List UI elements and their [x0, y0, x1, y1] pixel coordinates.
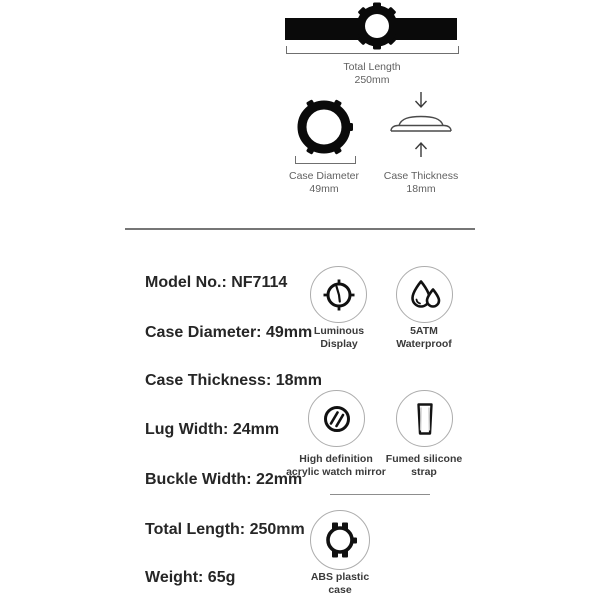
spec-weight: Weight: 65g [145, 569, 236, 586]
water-drops-icon [407, 277, 443, 313]
case-thickness-label: Case Thickness 18mm [383, 170, 459, 195]
feature-label-abs-case: ABS plastic case [310, 571, 370, 596]
feature-abs-case [310, 510, 370, 570]
spec-case-thickness: Case Thickness: 18mm [145, 372, 322, 389]
total-length-measure-bracket [286, 46, 459, 54]
spec-buckle-width: Buckle Width: 22mm [145, 471, 303, 488]
arrow-up-icon [413, 136, 429, 158]
watch-case-front-illustration [295, 97, 355, 161]
spec-lug-width: Lug Width: 24mm [145, 421, 280, 438]
feature-label-luminous-display: Luminous Display [313, 325, 365, 350]
case-diameter-label: Case Diameter 49mm [288, 170, 360, 195]
feature-label-silicone-strap: Fumed silicone strap [385, 453, 463, 478]
watch-head [354, 3, 401, 50]
feature-waterproof [396, 266, 453, 323]
spec-case-diameter: Case Diameter: 49mm [145, 324, 313, 341]
watch-top-view-illustration [283, 2, 459, 50]
feature-luminous-display [310, 266, 367, 323]
watch-mirror-icon [319, 401, 355, 437]
spec-model-no: Model No.: NF7114 [145, 274, 288, 291]
feature-label-waterproof: 5ATM Waterproof [396, 325, 452, 350]
section-divider [125, 228, 475, 230]
feature-watch-mirror [308, 390, 365, 447]
feature-label-watch-mirror: High definition acrylic watch mirror [286, 453, 386, 478]
feature-divider [330, 494, 430, 495]
arrow-down-icon [413, 91, 429, 113]
watch-case-side-illustration [390, 114, 452, 133]
feature-silicone-strap [396, 390, 453, 447]
clock-icon [321, 277, 357, 313]
watch-case-icon [321, 521, 359, 559]
case-diameter-measure-bracket [295, 156, 356, 164]
strap-icon [407, 401, 443, 437]
total-length-label: Total Length 250mm [343, 61, 401, 86]
spec-total-length: Total Length: 250mm [145, 521, 305, 538]
